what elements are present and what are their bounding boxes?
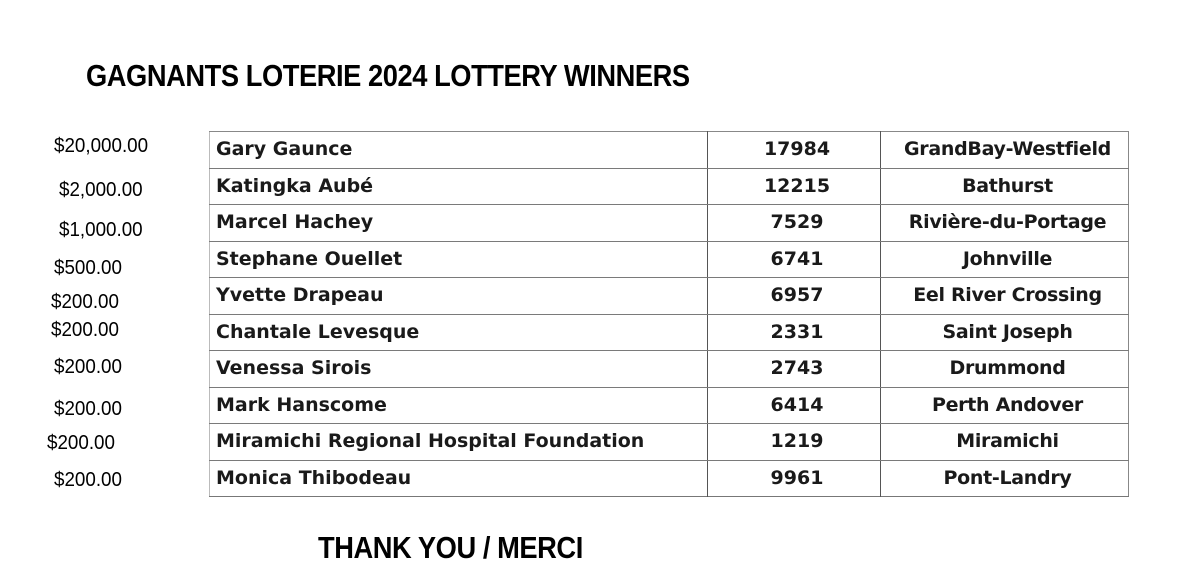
winner-name: Gary Gaunce	[210, 132, 708, 169]
winner-name: Monica Thibodeau	[216, 466, 412, 489]
table-row	[210, 387, 1129, 424]
ticket-number: 6414	[708, 387, 881, 424]
ticket-number: 9961	[708, 460, 881, 497]
table-row	[210, 205, 1129, 242]
winner-name: Chantale Levesque	[210, 314, 708, 351]
winner-name: Venessa Sirois	[210, 351, 708, 388]
ticket-number: 6957	[708, 278, 881, 315]
table-row	[210, 460, 1129, 497]
table-row	[210, 168, 1129, 205]
prize-amount: $200.00	[51, 291, 119, 313]
table-row	[210, 278, 1129, 315]
prize-amount: $20,000.00	[54, 135, 149, 157]
table-row	[210, 314, 1129, 351]
prize-amount: $2,000.00	[59, 179, 143, 201]
ticket-number: 17984	[708, 132, 881, 169]
winner-name: Katingka Aubé	[210, 168, 708, 205]
ticket-number: 6741	[708, 241, 881, 278]
winner-town: GrandBay-Westfield	[881, 132, 1129, 169]
prize-amount: $1,000.00	[59, 219, 143, 241]
winner-name: Miramichi Regional Hospital Foundation	[210, 424, 708, 461]
ticket-number: 2331	[708, 314, 881, 351]
ticket-number: 7529	[708, 205, 881, 242]
winner-town: Miramichi	[881, 424, 1129, 461]
table-row	[210, 132, 1129, 169]
winner-town: Johnville	[881, 241, 1129, 278]
prize-amount: $200.00	[51, 319, 119, 341]
winners-table	[209, 131, 1129, 497]
winner-town: Saint Joseph	[881, 314, 1129, 351]
table-row	[210, 351, 1129, 388]
prize-amount: $500.00	[54, 257, 122, 279]
prize-amount: $200.00	[54, 356, 122, 378]
winner-town: Perth Andover	[881, 387, 1129, 424]
prize-amount: $200.00	[47, 432, 115, 454]
table-row	[210, 241, 1129, 278]
table-row	[210, 424, 1129, 461]
winner-town: Pont-Landry	[881, 460, 1129, 497]
winner-name: Stephane Ouellet	[210, 241, 708, 278]
thank-you-message: THANK YOU / MERCI	[318, 530, 583, 565]
ticket-number: 1219	[708, 424, 881, 461]
winner-name: Yvette Drapeau	[210, 278, 708, 315]
prize-amount: $200.00	[54, 469, 122, 491]
winner-name: Marcel Hachey	[210, 205, 708, 242]
winner-town: Drummond	[881, 351, 1129, 388]
winner-town: Eel River Crossing	[881, 278, 1129, 315]
prize-amount: $200.00	[54, 398, 122, 420]
winner-town: Rivière-du-Portage	[881, 205, 1129, 242]
page-title: GAGNANTS LOTERIE 2024 LOTTERY WINNERS	[86, 58, 690, 93]
winner-town: Bathurst	[881, 168, 1129, 205]
ticket-number: 2743	[708, 351, 881, 388]
winner-name: Mark Hanscome	[210, 387, 708, 424]
ticket-number: 12215	[708, 168, 881, 205]
